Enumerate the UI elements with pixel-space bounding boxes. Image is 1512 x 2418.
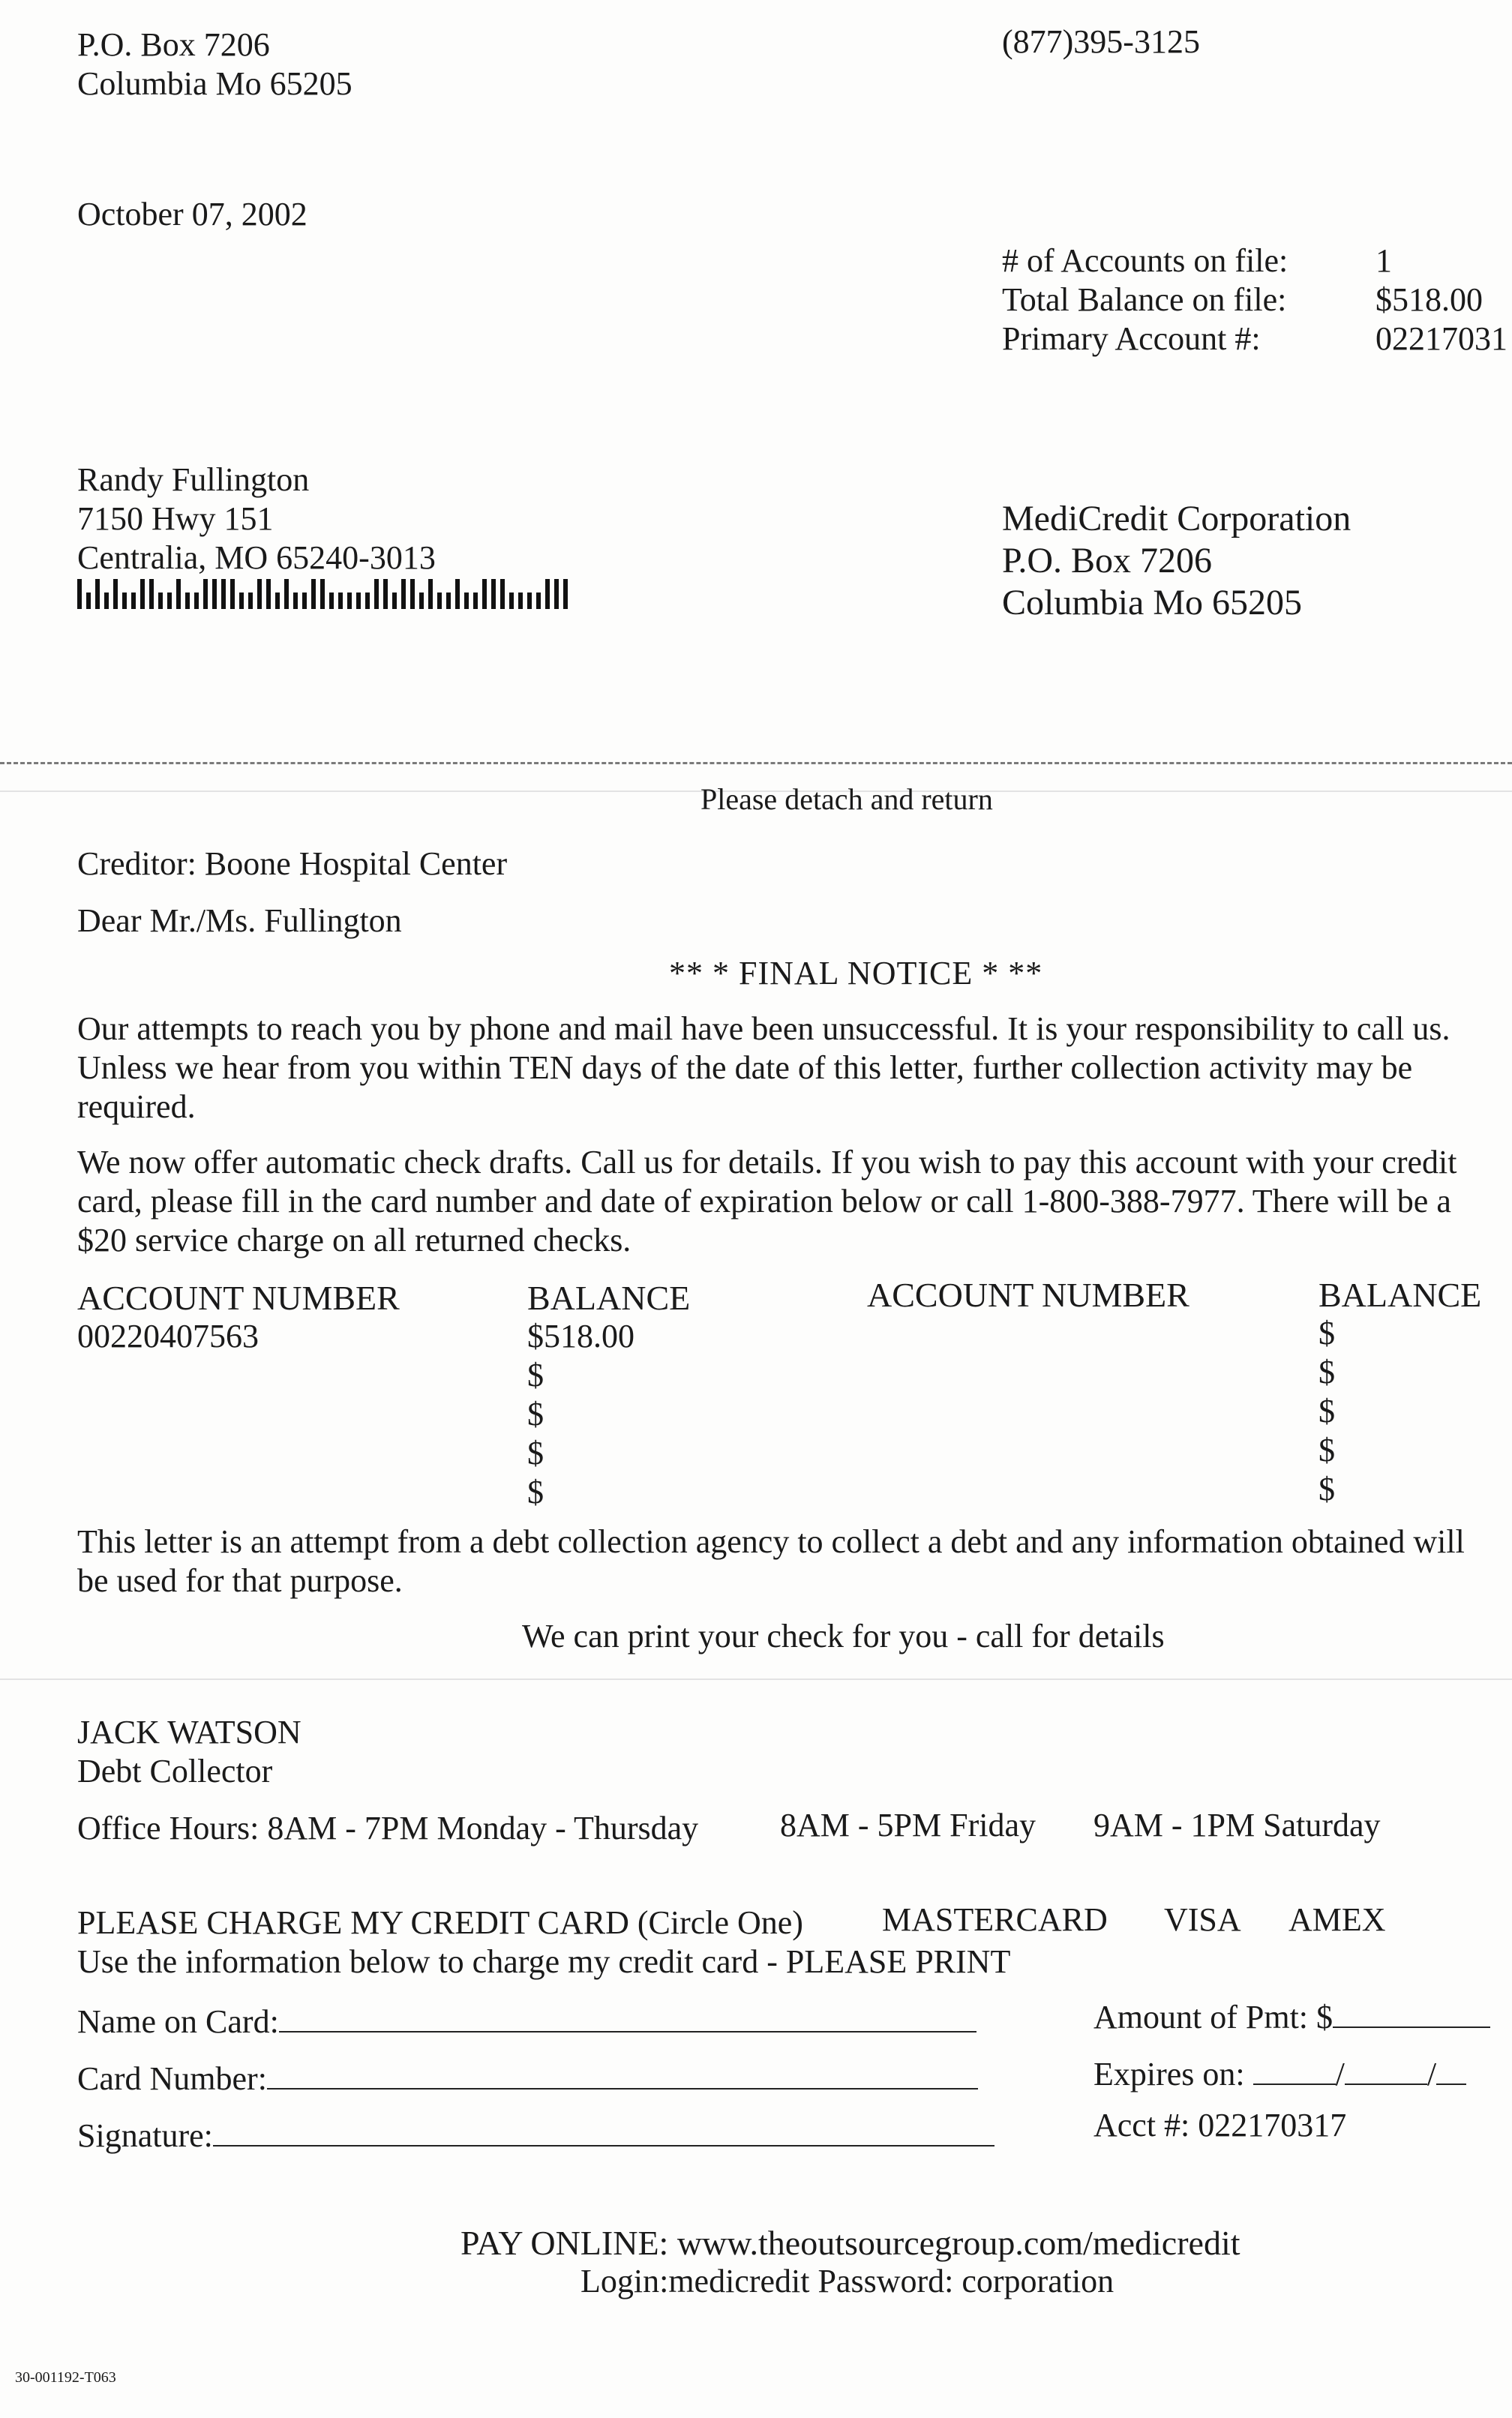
collector-info (77, 1713, 302, 1791)
balance-cell: $518.00 (527, 1318, 634, 1354)
barcode-bar (212, 579, 217, 609)
primary-account-label: Primary Account #: (1002, 320, 1261, 357)
barcode-bar (563, 579, 568, 609)
barcode-bar (230, 579, 235, 609)
barcode-bar (140, 579, 145, 609)
barcode-bar (464, 592, 469, 609)
remit-to-line2: P.O. Box 7206 (1002, 541, 1213, 580)
recipient-city: Centralia, MO 65240-3013 (77, 539, 436, 576)
final-notice-heading: ** * FINAL NOTICE * ** (669, 955, 1043, 992)
amount-of-payment-line[interactable] (1333, 1996, 1490, 2028)
barcode-bar (257, 579, 262, 609)
balance-column-2-blanks (1318, 1314, 1335, 1509)
barcode-bar (509, 592, 514, 609)
barcode-bar (122, 592, 127, 609)
letter-date: October 07, 2002 (77, 196, 308, 232)
barcode-bar (554, 579, 559, 609)
signature-field[interactable] (77, 2115, 994, 2156)
barcode-bar (437, 592, 442, 609)
expiration-year-line[interactable] (1436, 2054, 1466, 2085)
barcode-bar (203, 579, 208, 609)
barcode-bar (167, 592, 172, 609)
barcode-bar (311, 579, 316, 609)
pay-online-url[interactable]: PAY ONLINE: www.theoutsourcegroup.com/medicredit (460, 2224, 1240, 2262)
detach-instruction: Please detach and return (700, 782, 993, 816)
barcode-bar (536, 592, 541, 609)
paragraph-payment-options: We now offer automatic check drafts. Call us for details. If you wish to pay this account with your credit card, please fill in the card number and date of expiration below or call 1-800-388-7977. There will be a $20 service charge on all returned checks. (77, 1144, 1457, 1258)
form-code: 30-001192-T063 (15, 2369, 116, 2386)
pay-online-login: Login:medicredit Password: corporation (580, 2263, 1114, 2300)
collector-title: Debt Collector (77, 1753, 273, 1790)
barcode-bar (356, 592, 361, 609)
barcode-bar (518, 592, 523, 609)
blank-balance: $ (1318, 1354, 1335, 1390)
barcode-bar (185, 592, 190, 609)
barcode-bar (545, 579, 550, 609)
expiration-label: Expires on: (1094, 2056, 1245, 2092)
blank-balance: $ (527, 1474, 544, 1510)
barcode-bar (302, 592, 307, 609)
barcode-bar (473, 592, 478, 609)
barcode-bar (374, 579, 379, 609)
office-hours-saturday: 9AM - 1PM Saturday (1094, 1807, 1381, 1844)
barcode-bar (239, 592, 244, 609)
return-address-line1: P.O. Box 7206 (77, 26, 270, 63)
barcode-bar (320, 579, 325, 609)
blank-balance: $ (527, 1396, 544, 1432)
recipient-name: Randy Fullington (77, 461, 310, 498)
date-slash: / (1426, 2056, 1437, 2092)
barcode-bar (482, 579, 487, 609)
card-option-mastercard[interactable]: MASTERCARD (882, 1901, 1108, 1938)
accounts-table-header-account-1: ACCOUNT NUMBER (77, 1279, 400, 1317)
expiration-day-line[interactable] (1345, 2054, 1427, 2085)
barcode-bar (293, 592, 298, 609)
barcode-bar (221, 579, 226, 609)
barcode-bar (500, 579, 505, 609)
office-hours-weekday: Office Hours: 8AM - 7PM Monday - Thursday (77, 1810, 699, 1846)
name-on-card-field[interactable] (77, 2001, 976, 2042)
phone-number: (877)395-3125 (1002, 23, 1200, 60)
print-check-note: We can print your check for you - call for details (522, 1618, 1165, 1654)
barcode-bar (527, 592, 532, 609)
blank-balance: $ (1318, 1393, 1335, 1430)
barcode-bar (419, 592, 424, 609)
date-slash: / (1335, 2056, 1345, 2092)
amount-of-payment-label: Amount of Pmt: $ (1094, 1999, 1334, 2036)
return-address-line2: Columbia Mo 65205 (77, 65, 352, 102)
blank-balance: $ (527, 1357, 544, 1394)
return-address (77, 26, 352, 104)
barcode-bar (158, 592, 163, 609)
recipient-street: 7150 Hwy 151 (77, 500, 274, 537)
recipient-address (77, 460, 436, 578)
card-number-field[interactable] (77, 2058, 978, 2098)
barcode-bar (113, 579, 118, 609)
balance-column-1-blanks (527, 1356, 544, 1512)
primary-account-value: 02217031 (1376, 320, 1508, 357)
barcode-bar (446, 592, 451, 609)
signature-line[interactable] (213, 2115, 994, 2146)
remit-to-line1: MediCredit Corporation (1002, 499, 1352, 538)
accounts-on-file-label: # of Accounts on file: (1002, 242, 1288, 279)
salutation: Dear Mr./Ms. Fullington (77, 902, 402, 939)
card-instructions: Use the information below to charge my credit card - PLEASE PRINT (77, 1943, 1011, 1980)
barcode-bar (329, 592, 334, 609)
barcode-bar (266, 579, 271, 609)
barcode-bar (95, 579, 100, 609)
barcode-bar (176, 579, 181, 609)
card-option-amex[interactable]: AMEX (1288, 1901, 1386, 1938)
debt-collection-disclaimer: This letter is an attempt from a debt collection agency to collect a debt and any information obtained will be used for that purpose. (77, 1523, 1465, 1599)
expiration-month-line[interactable] (1253, 2054, 1336, 2085)
name-on-card-label: Name on Card: (77, 2003, 279, 2040)
barcode-bar (194, 592, 199, 609)
barcode-bar (347, 592, 352, 609)
accounts-table-header-account-2: ACCOUNT NUMBER (867, 1276, 1190, 1314)
section-divider (0, 1678, 1512, 1680)
barcode-bar (104, 592, 109, 609)
card-option-visa[interactable]: VISA (1164, 1901, 1241, 1938)
blank-balance: $ (1318, 1432, 1335, 1468)
postal-barcode (77, 579, 568, 609)
barcode-bar (410, 579, 415, 609)
name-on-card-line[interactable] (279, 2001, 976, 2032)
accounts-table-header-balance-2: BALANCE (1318, 1276, 1482, 1314)
barcode-bar (338, 592, 343, 609)
accounts-on-file-value: 1 (1376, 242, 1392, 279)
barcode-bar (392, 592, 397, 609)
barcode-bar (131, 592, 136, 609)
collector-name: JACK WATSON (77, 1714, 302, 1750)
account-number-cell: 00220407563 (77, 1318, 259, 1354)
blank-balance: $ (527, 1435, 544, 1472)
detach-perforation (0, 762, 1512, 764)
barcode-bar (284, 579, 289, 609)
card-number-line[interactable] (267, 2058, 978, 2090)
barcode-bar (77, 579, 82, 609)
account-number-reference: Acct #: 022170317 (1094, 2107, 1347, 2144)
blank-balance: $ (1318, 1315, 1335, 1352)
barcode-bar (86, 592, 91, 609)
remit-to-line3: Columbia Mo 65205 (1002, 583, 1303, 622)
barcode-bar (383, 579, 388, 609)
signature-label: Signature: (77, 2117, 213, 2154)
barcode-bar (401, 579, 406, 609)
total-balance-value: $518.00 (1376, 281, 1483, 318)
creditor-line: Creditor: Boone Hospital Center (77, 845, 508, 882)
barcode-bar (455, 579, 460, 609)
blank-balance: $ (1318, 1471, 1335, 1508)
charge-card-label: PLEASE CHARGE MY CREDIT CARD (Circle One) (77, 1904, 803, 1941)
account-summary (1002, 242, 1512, 358)
barcode-bar (491, 579, 496, 609)
expiration-field[interactable] (1094, 2054, 1466, 2094)
barcode-bar (248, 592, 253, 609)
barcode-bar (275, 592, 280, 609)
barcode-bar (365, 592, 370, 609)
paragraph-unsuccessful-contact: Our attempts to reach you by phone and mail have been unsuccessful. It is your responsibility to call us. Unless we hear from you within TEN days of the date of this letter, further collection activity may be required. (77, 1010, 1450, 1125)
total-balance-label: Total Balance on file: (1002, 281, 1287, 318)
barcode-bar (428, 579, 433, 609)
remit-to-address (1002, 498, 1351, 624)
card-number-label: Card Number: (77, 2060, 267, 2097)
accounts-table-header-balance-1: BALANCE (527, 1279, 691, 1317)
barcode-bar (149, 579, 154, 609)
office-hours-friday: 8AM - 5PM Friday (780, 1807, 1036, 1844)
amount-of-payment-field[interactable] (1094, 1996, 1490, 2037)
